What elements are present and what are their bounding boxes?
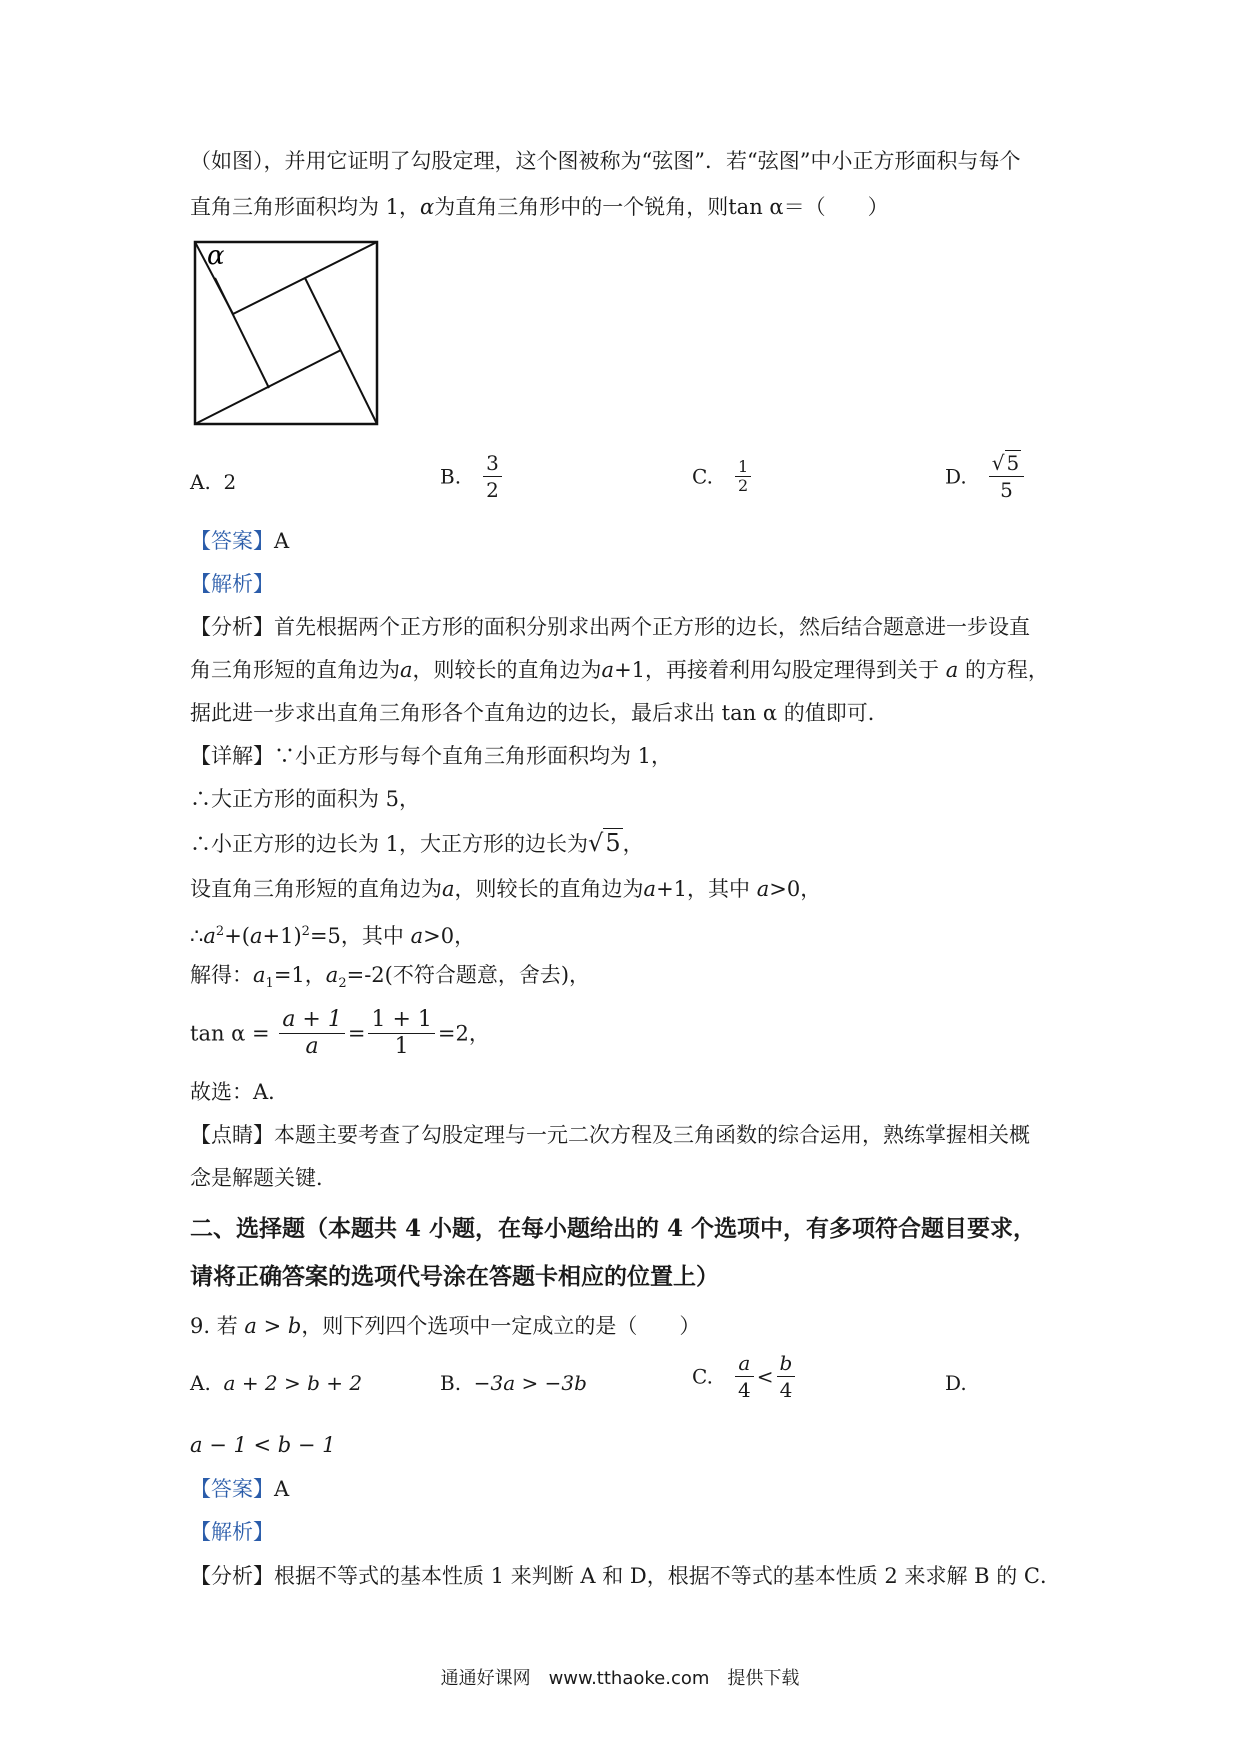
page-footer: 通通好课网 www.tthaoke.com 提供下载 bbox=[440, 1668, 800, 1689]
text: = bbox=[347, 1021, 366, 1046]
denominator bbox=[279, 1034, 345, 1060]
q8-detail-line-2: ∴大正方形的面积为 5， bbox=[190, 787, 421, 811]
q9-option-a bbox=[190, 1371, 362, 1395]
numerator: 1 bbox=[735, 458, 751, 477]
angle-label: α bbox=[207, 241, 225, 271]
section-2-heading-line-1: 二、选择题（本题共 4 小题，在每小题给出的 4 个选项中，有多项符合题目要求， bbox=[190, 1215, 1037, 1242]
text: ， bbox=[622, 832, 644, 856]
xian-tu-diagram bbox=[193, 240, 379, 426]
q8-analysis-tag: 【解析】 bbox=[190, 572, 274, 596]
fraction bbox=[368, 1007, 434, 1060]
text: ，则下列四个选项中一定成立的是（ ） bbox=[301, 1314, 701, 1338]
numerator: 1 + 1 bbox=[368, 1007, 434, 1034]
var-a: a bbox=[756, 877, 770, 901]
q9-option-b bbox=[440, 1371, 587, 1395]
option-label: D. bbox=[945, 1371, 967, 1395]
text: ∴ bbox=[190, 924, 204, 948]
expr: a bbox=[738, 1351, 751, 1375]
q9-stem bbox=[190, 1311, 700, 1341]
intro-line-1: （如图），并用它证明了勾股定理，这个图被称为“弦图”．若“弦图”中小正方形面积与每个 bbox=[190, 149, 1021, 173]
expr: a + 1 bbox=[282, 1007, 342, 1032]
q9-option-d-expr bbox=[190, 1430, 336, 1460]
alpha-symbol: α bbox=[420, 195, 435, 219]
fraction bbox=[735, 458, 751, 495]
denominator: 4 bbox=[779, 1378, 793, 1402]
sqrt: √5 bbox=[588, 829, 621, 857]
text: < bbox=[756, 1364, 774, 1389]
q9-option-d bbox=[945, 1371, 967, 1395]
expr: −3a > −3b bbox=[473, 1371, 587, 1395]
q8-detail-line-8: 故选：A． bbox=[190, 1080, 290, 1104]
triangle-edge-5 bbox=[215, 278, 269, 388]
expr: a bbox=[305, 1034, 319, 1059]
option-label: A. bbox=[190, 1371, 211, 1395]
fraction bbox=[989, 450, 1024, 503]
exponent: 2 bbox=[215, 924, 225, 939]
q8-detail-line-3 bbox=[190, 828, 644, 859]
var-a: a bbox=[253, 963, 266, 987]
numerator bbox=[777, 1350, 796, 1377]
text: 角三角形短的直角边为 bbox=[190, 658, 400, 682]
var-a: a bbox=[410, 924, 424, 948]
radicand: 5 bbox=[605, 829, 621, 857]
answer-value: A bbox=[274, 529, 290, 553]
denominator: 2 bbox=[486, 478, 499, 502]
q8-detail-line-7 bbox=[190, 1004, 490, 1062]
text: 设直角三角形短的直角边为 bbox=[190, 877, 442, 901]
text: +1，其中 bbox=[656, 877, 751, 901]
fraction bbox=[483, 450, 502, 503]
var-a: a bbox=[601, 658, 615, 682]
q8-detail-line-6 bbox=[190, 960, 590, 999]
q8-option-d bbox=[945, 450, 1027, 503]
q8-detail-line-5 bbox=[190, 917, 475, 951]
q9-option-c bbox=[692, 1350, 798, 1403]
text: =5，其中 bbox=[309, 924, 404, 948]
text: =-2(不符合题意，舍去)， bbox=[346, 963, 591, 987]
text: 9. 若 bbox=[190, 1314, 238, 1338]
q9-answer bbox=[190, 1474, 289, 1504]
text: +1，再接着利用勾股定理得到关于 bbox=[614, 658, 940, 682]
intro-line-2 bbox=[190, 192, 889, 222]
intro-text-a: 直角三角形面积均为 1， bbox=[190, 195, 421, 219]
option-label: B. bbox=[440, 464, 462, 489]
q8-fenxi-line-2 bbox=[190, 655, 1049, 685]
radicand: 5 bbox=[1006, 451, 1020, 475]
var-a: a bbox=[400, 658, 413, 682]
numerator bbox=[735, 1350, 754, 1377]
option-label: B. bbox=[440, 1371, 462, 1395]
subscript: 1 bbox=[265, 976, 274, 992]
text: tan α = bbox=[190, 1021, 270, 1046]
text: ，则较长的直角边为 bbox=[412, 658, 602, 682]
q8-fenxi-line-1 bbox=[190, 612, 1030, 642]
text: +( bbox=[224, 924, 250, 948]
var-a: a bbox=[203, 924, 216, 948]
fenxi-text: 首先根据两个正方形的面积分别求出两个正方形的边长，然后结合题意进一步设直 bbox=[274, 615, 1030, 639]
q8-dianjing-line-1 bbox=[190, 1120, 1030, 1150]
dianjing-tag: 【点睛】 bbox=[190, 1123, 274, 1147]
answer-value: A bbox=[274, 1477, 290, 1501]
text: =2， bbox=[437, 1021, 490, 1046]
q8-option-c bbox=[692, 458, 754, 495]
expr: a + 2 > b + 2 bbox=[223, 1371, 363, 1395]
option-value: 2 bbox=[223, 470, 237, 494]
text: ，则较长的直角边为 bbox=[454, 877, 644, 901]
fraction bbox=[735, 1350, 754, 1403]
text: ∵小正方形与每个直角三角形面积均为 1， bbox=[274, 744, 673, 768]
q8-option-b bbox=[440, 450, 505, 503]
text: ∴小正方形的边长为 1，大正方形的边长为 bbox=[190, 832, 589, 856]
text: >0， bbox=[423, 924, 476, 948]
q8-detail-line-4 bbox=[190, 874, 821, 904]
answer-tag: 【答案】 bbox=[190, 1477, 274, 1501]
var-a: a bbox=[325, 963, 339, 987]
text: 解得： bbox=[190, 963, 253, 987]
answer-tag: 【答案】 bbox=[190, 529, 274, 553]
numerator bbox=[279, 1007, 345, 1034]
sqrt: √ 5 bbox=[991, 451, 1020, 475]
section-2-heading-line-2: 请将正确答案的选项代号涂在答题卡相应的位置上） bbox=[190, 1263, 719, 1290]
fenxi-tag: 【分析】 bbox=[190, 1564, 274, 1588]
q9-fenxi-line-1 bbox=[190, 1561, 1061, 1591]
expr: a − 1 < b − 1 bbox=[190, 1433, 336, 1457]
intro-text-b: 为直角三角形中的一个锐角，则 bbox=[434, 195, 729, 219]
numerator bbox=[989, 450, 1024, 477]
text: +1) bbox=[262, 924, 302, 948]
text: 的方程， bbox=[964, 658, 1049, 682]
denominator: 2 bbox=[738, 476, 749, 495]
q8-answer bbox=[190, 526, 289, 556]
q8-option-a bbox=[190, 470, 236, 494]
fraction bbox=[279, 1007, 345, 1060]
text: =1， bbox=[273, 963, 326, 987]
var-a: a bbox=[249, 924, 263, 948]
var-a: a bbox=[945, 658, 959, 682]
option-label: D. bbox=[945, 464, 967, 489]
subscript: 2 bbox=[338, 976, 347, 992]
numerator: 3 bbox=[483, 450, 502, 477]
q9-analysis-tag: 【解析】 bbox=[190, 1520, 274, 1544]
text: 根据不等式的基本性质 1 来判断 A 和 D，根据不等式的基本性质 2 来求解 B 的 C． bbox=[274, 1564, 1061, 1588]
denominator: 1 bbox=[394, 1034, 409, 1059]
text: >0， bbox=[769, 877, 822, 901]
option-label: A. bbox=[190, 470, 211, 494]
q8-detail-line-1 bbox=[190, 741, 672, 771]
q8-dianjing-line-2: 念是解题关键． bbox=[190, 1166, 337, 1190]
denominator: 5 bbox=[1000, 478, 1013, 502]
detail-tag: 【详解】 bbox=[190, 744, 274, 768]
expr: a > b bbox=[244, 1314, 302, 1338]
expr: b bbox=[779, 1351, 793, 1375]
text: 本题主要考查了勾股定理与一元二次方程及三角函数的综合运用，熟练掌握相关概 bbox=[274, 1123, 1030, 1147]
option-label: C. bbox=[692, 464, 713, 489]
q8-fenxi-line-3: 据此进一步求出直角三角形各个直角边的边长，最后求出 tan α 的值即可． bbox=[190, 701, 889, 725]
option-label: C. bbox=[692, 1364, 713, 1389]
fenxi-tag: 【分析】 bbox=[190, 615, 274, 639]
exponent: 2 bbox=[301, 924, 310, 939]
denominator: 4 bbox=[738, 1378, 751, 1402]
tan-alpha-question: tan α＝（ ） bbox=[728, 195, 889, 219]
var-a: a bbox=[442, 877, 455, 901]
fraction bbox=[777, 1350, 796, 1403]
var-a: a bbox=[643, 877, 657, 901]
